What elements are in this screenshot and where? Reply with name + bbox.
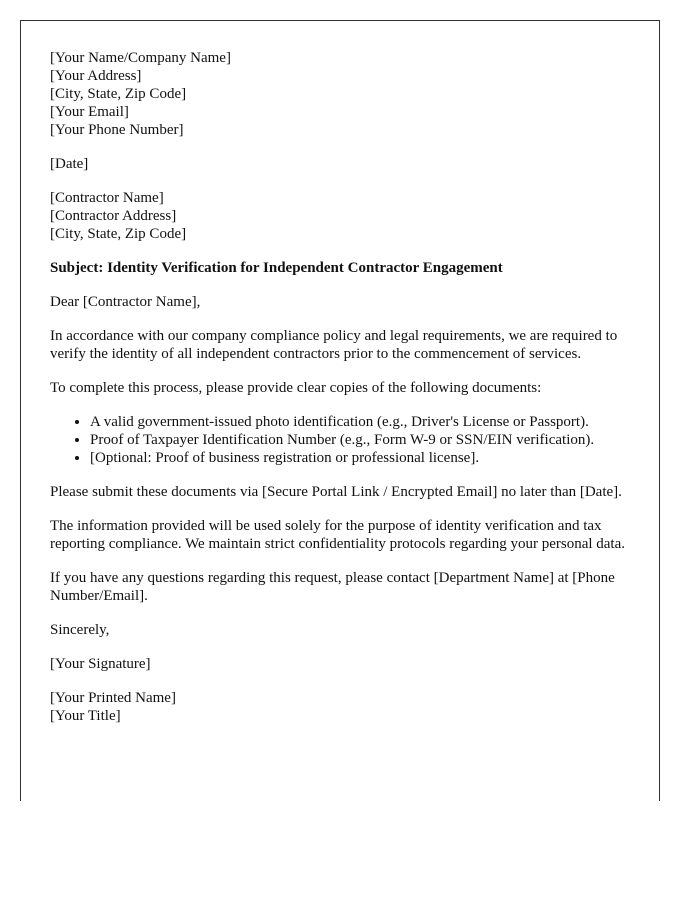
date-block [50,155,640,173]
recipient-address: [Contractor Address] [50,208,177,224]
sender-address: [Your Address] [50,68,142,84]
sender-phone: [Your Phone Number] [50,122,184,138]
subject-line: Subject: Identity Verification for Independent Contractor Engagement [50,260,503,276]
body-paragraph-1: In accordance with our company compliance policy and legal requirements, we are required to verify the identity of all independent contractors prior to the commencement of services. [50,328,618,362]
list-item: • A valid government-issued photo identification (e.g., Driver's License or Passport). [90,413,640,431]
body-paragraph-3: Please submit these documents via [Secure Portal Link / Encrypted Email] no later than [Date]. [50,484,622,500]
letter-date: [Date] [50,156,89,172]
body-paragraph-2: To complete this process, please provide clear copies of the following documents: [50,380,542,396]
sender-email: [Your Email] [50,104,129,120]
salutation: Dear [Contractor Name], [50,294,201,310]
recipient-city-state-zip: [City, State, Zip Code] [50,226,187,242]
sender-name: [Your Name/Company Name] [50,50,231,66]
recipient-block [50,189,640,243]
documents-list [50,413,640,467]
signer-block [50,689,640,725]
list-item: • Proof of Taxpayer Identification Number (e.g., Form W-9 or SSN/EIN verification). [90,431,640,449]
sender-block [50,49,640,139]
letter-page [20,20,660,801]
signature: [Your Signature] [50,656,151,672]
sender-city-state-zip: [City, State, Zip Code] [50,86,187,102]
recipient-name: [Contractor Name] [50,190,164,206]
letter-body [50,49,640,741]
printed-name: [Your Printed Name] [50,690,176,706]
closing: Sincerely, [50,622,110,638]
body-paragraph-4: The information provided will be used solely for the purpose of identity verification and tax reporting compliance. We maintain strict confidentiality protocols regarding your personal data. [50,518,626,552]
list-item: • [Optional: Proof of business registration or professional license]. [90,449,640,467]
body-paragraph-5: If you have any questions regarding this request, please contact [Department Name] at [Phone Number/Email]. [50,570,615,604]
signer-title: [Your Title] [50,708,121,724]
